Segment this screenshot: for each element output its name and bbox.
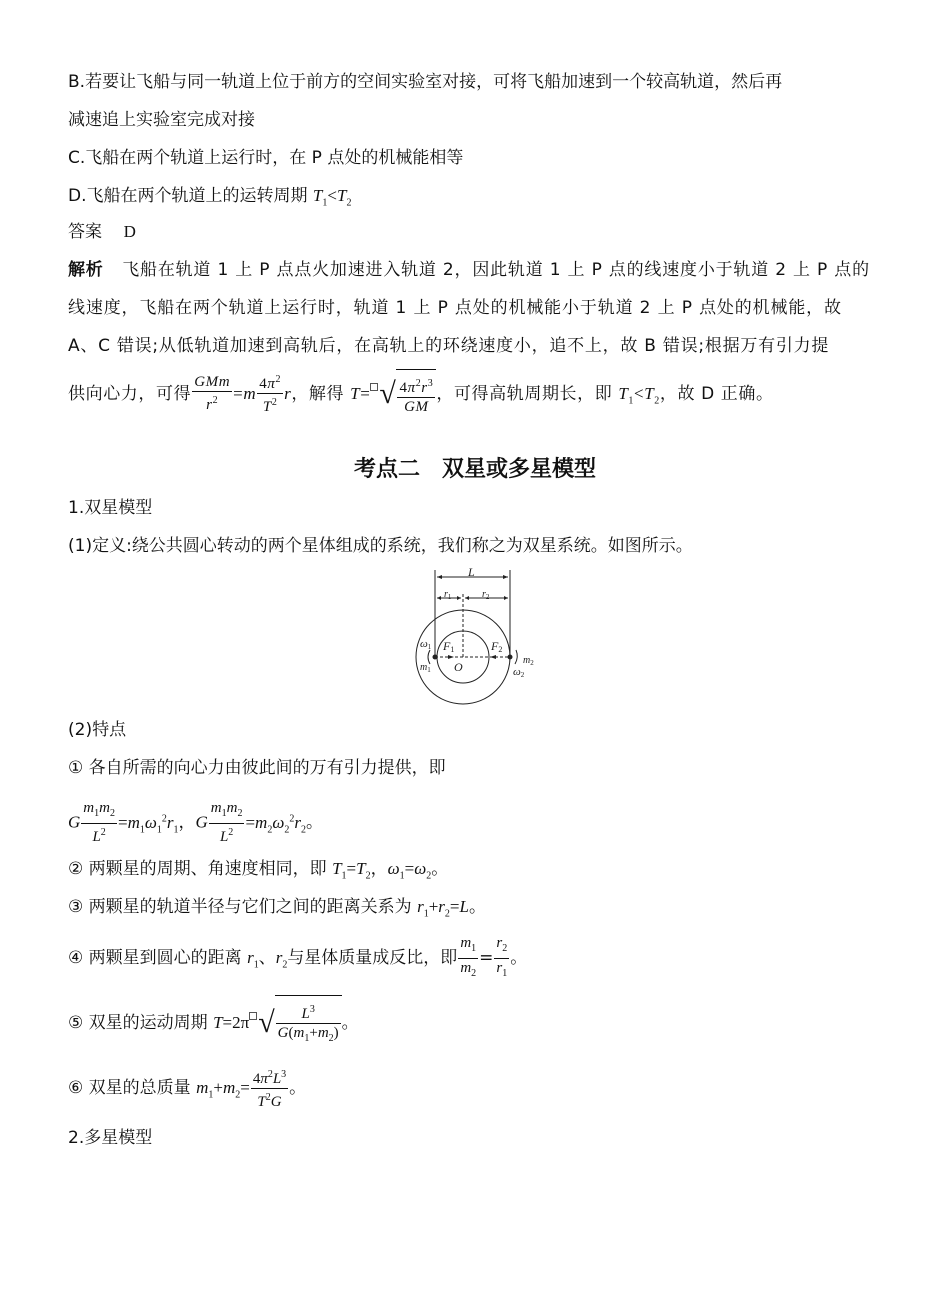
features-heading: (2)特点 [68,720,127,740]
label-r1: r [444,589,448,600]
feature-2: ② 两颗星的周期、角速度相同，即 $T_1=T_2$，$\omega_1=\omega_2$。 [68,859,449,882]
svg-text:F2: F2 [491,639,503,654]
svg-text:F1: F1 [443,639,455,654]
analysis-line2: 线速度，飞船在两个轨道上运行时，轨道 1 上 P 点处的机械能小于轨道 2 上 P 点处的机械能，故 [68,298,842,318]
svg-text:ω1: ω1 [420,638,432,651]
analysis-line4: 供向心力，可得 $\frac{\text{GMm}}{r^2}$ =m $\frac{4\pi^2}{T^2}$ r，解得 T= √ $\frac{4\pi^2r^3}{GM}$ ，可得高轨周期长，即 $T_1<T_2$，故 D 正确。 [68,368,774,426]
option-b-line1: B.若要让飞船与同一轨道上位于前方的空间实验室对接，可将飞船加速到一个较高轨道，然后再 [68,72,783,92]
answer-label: 答案 [68,222,102,242]
label-F1: F [443,639,451,653]
svg-text:r2: $r_2$ [482,589,490,601]
svg-text:ω2: ω2 [513,666,525,679]
binary-definition: (1)定义:绕公共圆心转动的两个星体组成的系统，我们称之为双星系统。如图所示。 [68,536,693,556]
analysis-label: 解析 [68,260,104,280]
analysis-line1: 解析 飞船在轨道 1 上 P 点点火加速进入轨道 2，因此轨道 1 上 P 点的线速度小于轨道 2 上 P 点的 [68,260,870,280]
feature-6: ⑥ 双星的总质量 $m_1+m_2=$ $\frac{4\pi^2L^3}{T^2G}$ 。 [68,1063,306,1120]
label-r2: r [482,589,486,600]
svg-text:r1: $r_1$ [444,589,452,601]
option-b-line2: 减速追上实验室完成对接 [68,110,255,130]
feature-4: ④ 两颗星到圆心的距离 $r_1$、$r_2$与星体质量成反比，即 $\frac{m_1}{m_2}$ = $\frac{r_2}{r_1}$ 。 [68,934,528,979]
feature-1: ① 各自所需的向心力由彼此间的万有引力提供，即 [68,758,446,778]
feature-1-formula: G $\frac{m_1m_2}{L^2}$ $=m_1\omega_1^2r_1$，G $\frac{m_1m_2}{L^2}$ $=m_2\omega_2^2r_2$。 [68,800,323,846]
option-d: D.飞船在两个轨道上的运转周期 $T_1<T_2$ [68,186,352,209]
section-title: 考点二 双星或多星模型 [353,457,596,482]
svg-text:m1: $m_1$ [420,662,431,674]
answer-value: D [123,222,136,241]
option-c: C.飞船在两个轨道上运行时，在 P 点处的机械能相等 [68,148,464,168]
analysis-line3: A、C 错误;从低轨道加速到高轨后，在高轨上的环绕速度小，追不上，故 B 错误;根据万有引力提 [68,336,830,356]
binary-star-diagram [400,566,550,708]
label-m2: m [523,655,531,666]
feature-5: ⑤ 双星的运动周期 T=2π √ $\frac{L^3}{G(m_1+m_2)}$ 。 [68,994,359,1052]
svg-text:m2: $m_2$ [523,655,534,667]
answer-line [68,220,136,244]
multi-heading: 2.多星模型 [68,1128,153,1148]
label-omega1: ω [420,638,428,650]
label-O: O [454,660,463,674]
label-L: L [468,566,475,579]
feature-3: ③ 两颗星的轨道半径与它们之间的距离关系为 $r_1+r_2=L$。 [68,897,486,920]
label-m1: m [420,662,428,673]
binary-heading: 1.双星模型 [68,498,153,518]
label-F2: F [491,639,499,653]
label-omega2: ω [513,666,521,678]
